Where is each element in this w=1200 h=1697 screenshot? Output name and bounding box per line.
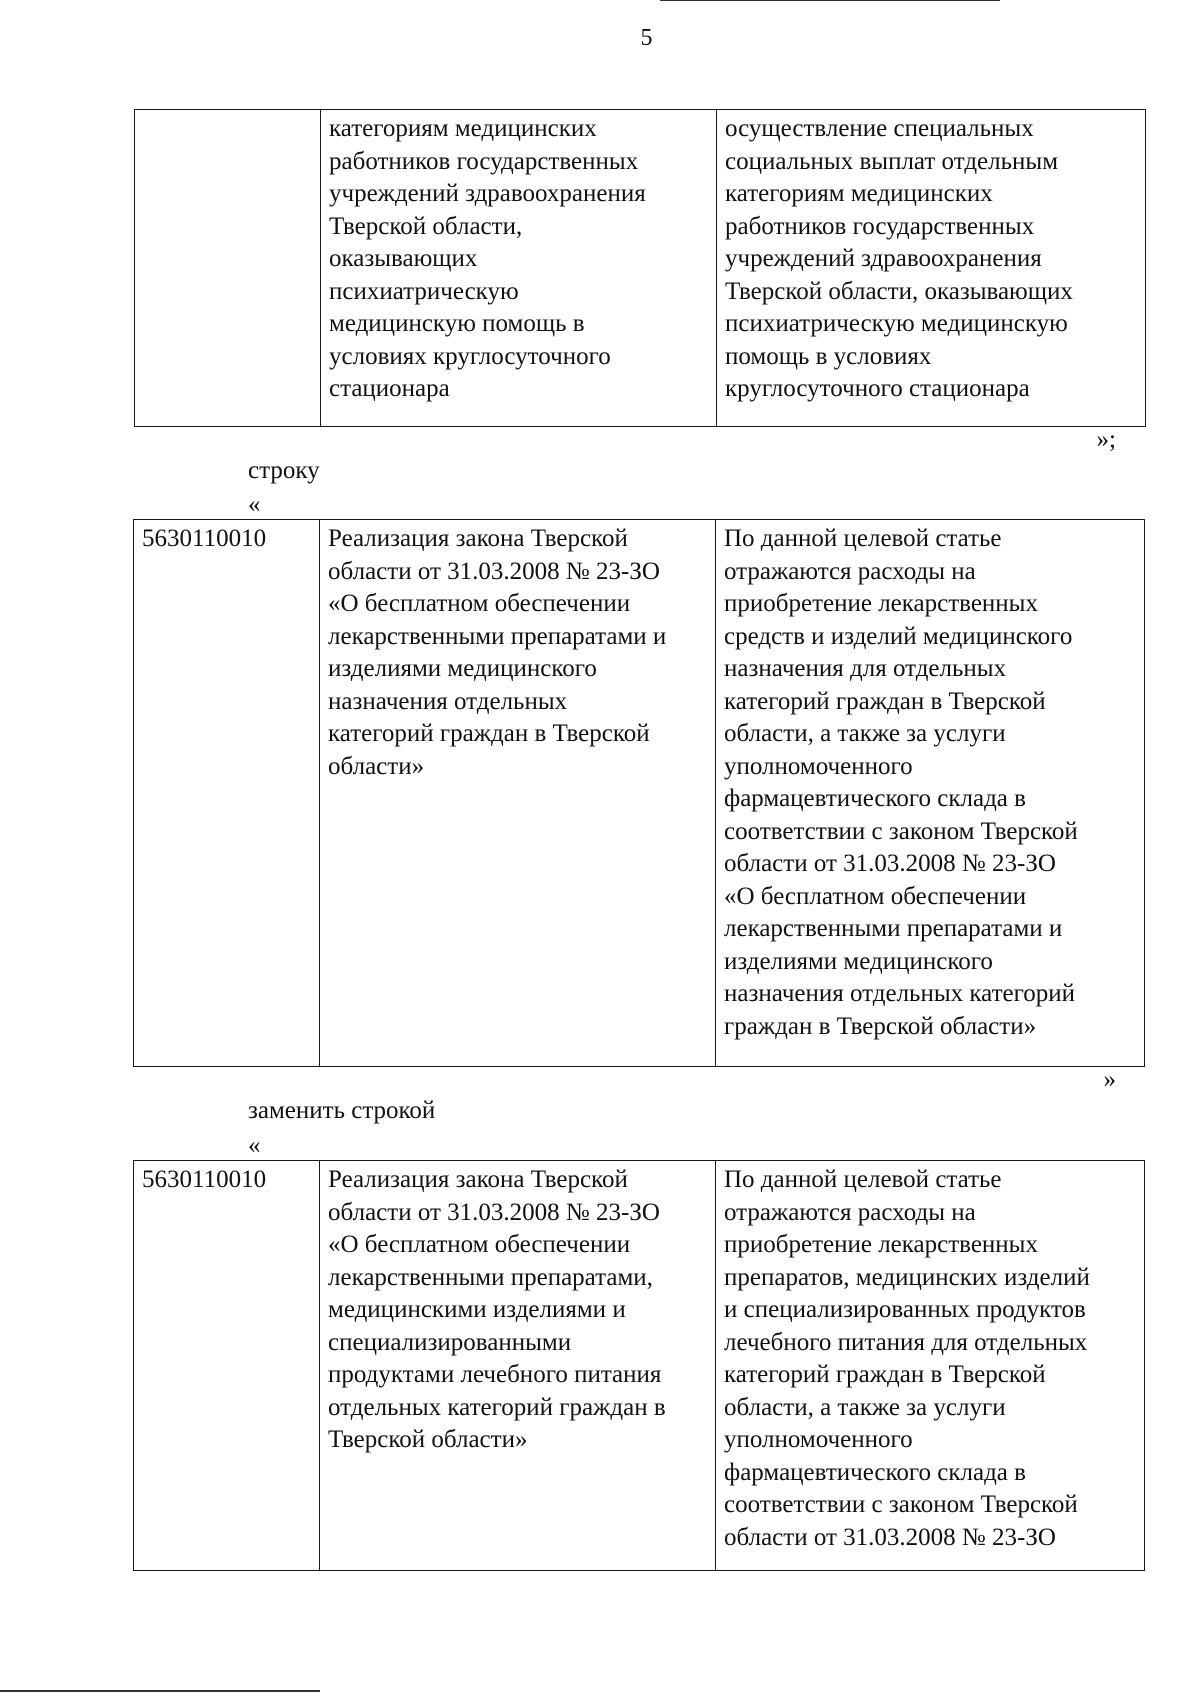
closing-quote: » — [1103, 1066, 1116, 1093]
name-cell: Реализация закона Тверской области от 31.03.2008 № 23-ЗО «О бесплатном обеспечении лекарственными препаратами, медицинскими изделиями и специализированными продуктами лечебного питания отдельных категорий граждан в Тверской области» — [320, 1161, 716, 1571]
code-cell: 5630110010 — [134, 1161, 320, 1571]
table-row — [134, 520, 1145, 1067]
scan-edge-line — [660, 0, 1000, 1]
page-number: 5 — [640, 25, 653, 51]
code-cell: 5630110010 — [134, 520, 320, 1067]
opening-quote: « — [248, 1132, 261, 1159]
scan-edge-line — [0, 1690, 320, 1692]
intro-text: заменить строкой — [248, 1097, 436, 1124]
table-continued — [134, 109, 1146, 427]
table-old-row — [133, 519, 1145, 1067]
description-cell: По данной целевой статье отражаются расходы на приобретение лекарственных средств и изделий медицинского назначения для отдельных категорий граждан в Тверской области, а также за услуги уполномоченного фармацевтического склада в соответствии с законом Тверской области от 31.03.2008 № 23-ЗО «О бесплатном обеспечении лекарственными препаратами и изделиями медицинского назначения отдельных категорий граждан в Тверской области» — [716, 520, 1145, 1067]
name-cell: Реализация закона Тверской области от 31.03.2008 № 23-ЗО «О бесплатном обеспечении лекарственными препаратами и изделиями медицинского назначения отдельных категорий граждан в Тверской области» — [320, 520, 716, 1067]
description-cell: По данной целевой статье отражаются расходы на приобретение лекарственных препаратов, медицинских изделий и специализированных продуктов лечебного питания для отдельных категорий граждан в Тверской области, а также за услуги уполномоченного фармацевтического склада в соответствии с законом Тверской области от 31.03.2008 № 23-ЗО — [716, 1161, 1145, 1571]
closing-quote: »; — [1096, 426, 1116, 453]
description-cell: осуществление специальных социальных выплат отдельным категориям медицинских работников государственных учреждений здравоохранения Тверской области, оказывающих психиатрическую медицинскую помощь в условиях круглосуточного стационара — [717, 110, 1146, 427]
table-row — [134, 1161, 1145, 1571]
name-cell: категориям медицинских работников государственных учреждений здравоохранения Тверской области, оказывающих психиатрическую медицинскую помощь в условиях круглосуточного стационара — [321, 110, 717, 427]
table-row — [135, 110, 1146, 427]
opening-quote: « — [248, 491, 261, 518]
code-cell — [135, 110, 321, 427]
table-new-row — [133, 1160, 1145, 1571]
intro-text: строку — [248, 457, 320, 484]
